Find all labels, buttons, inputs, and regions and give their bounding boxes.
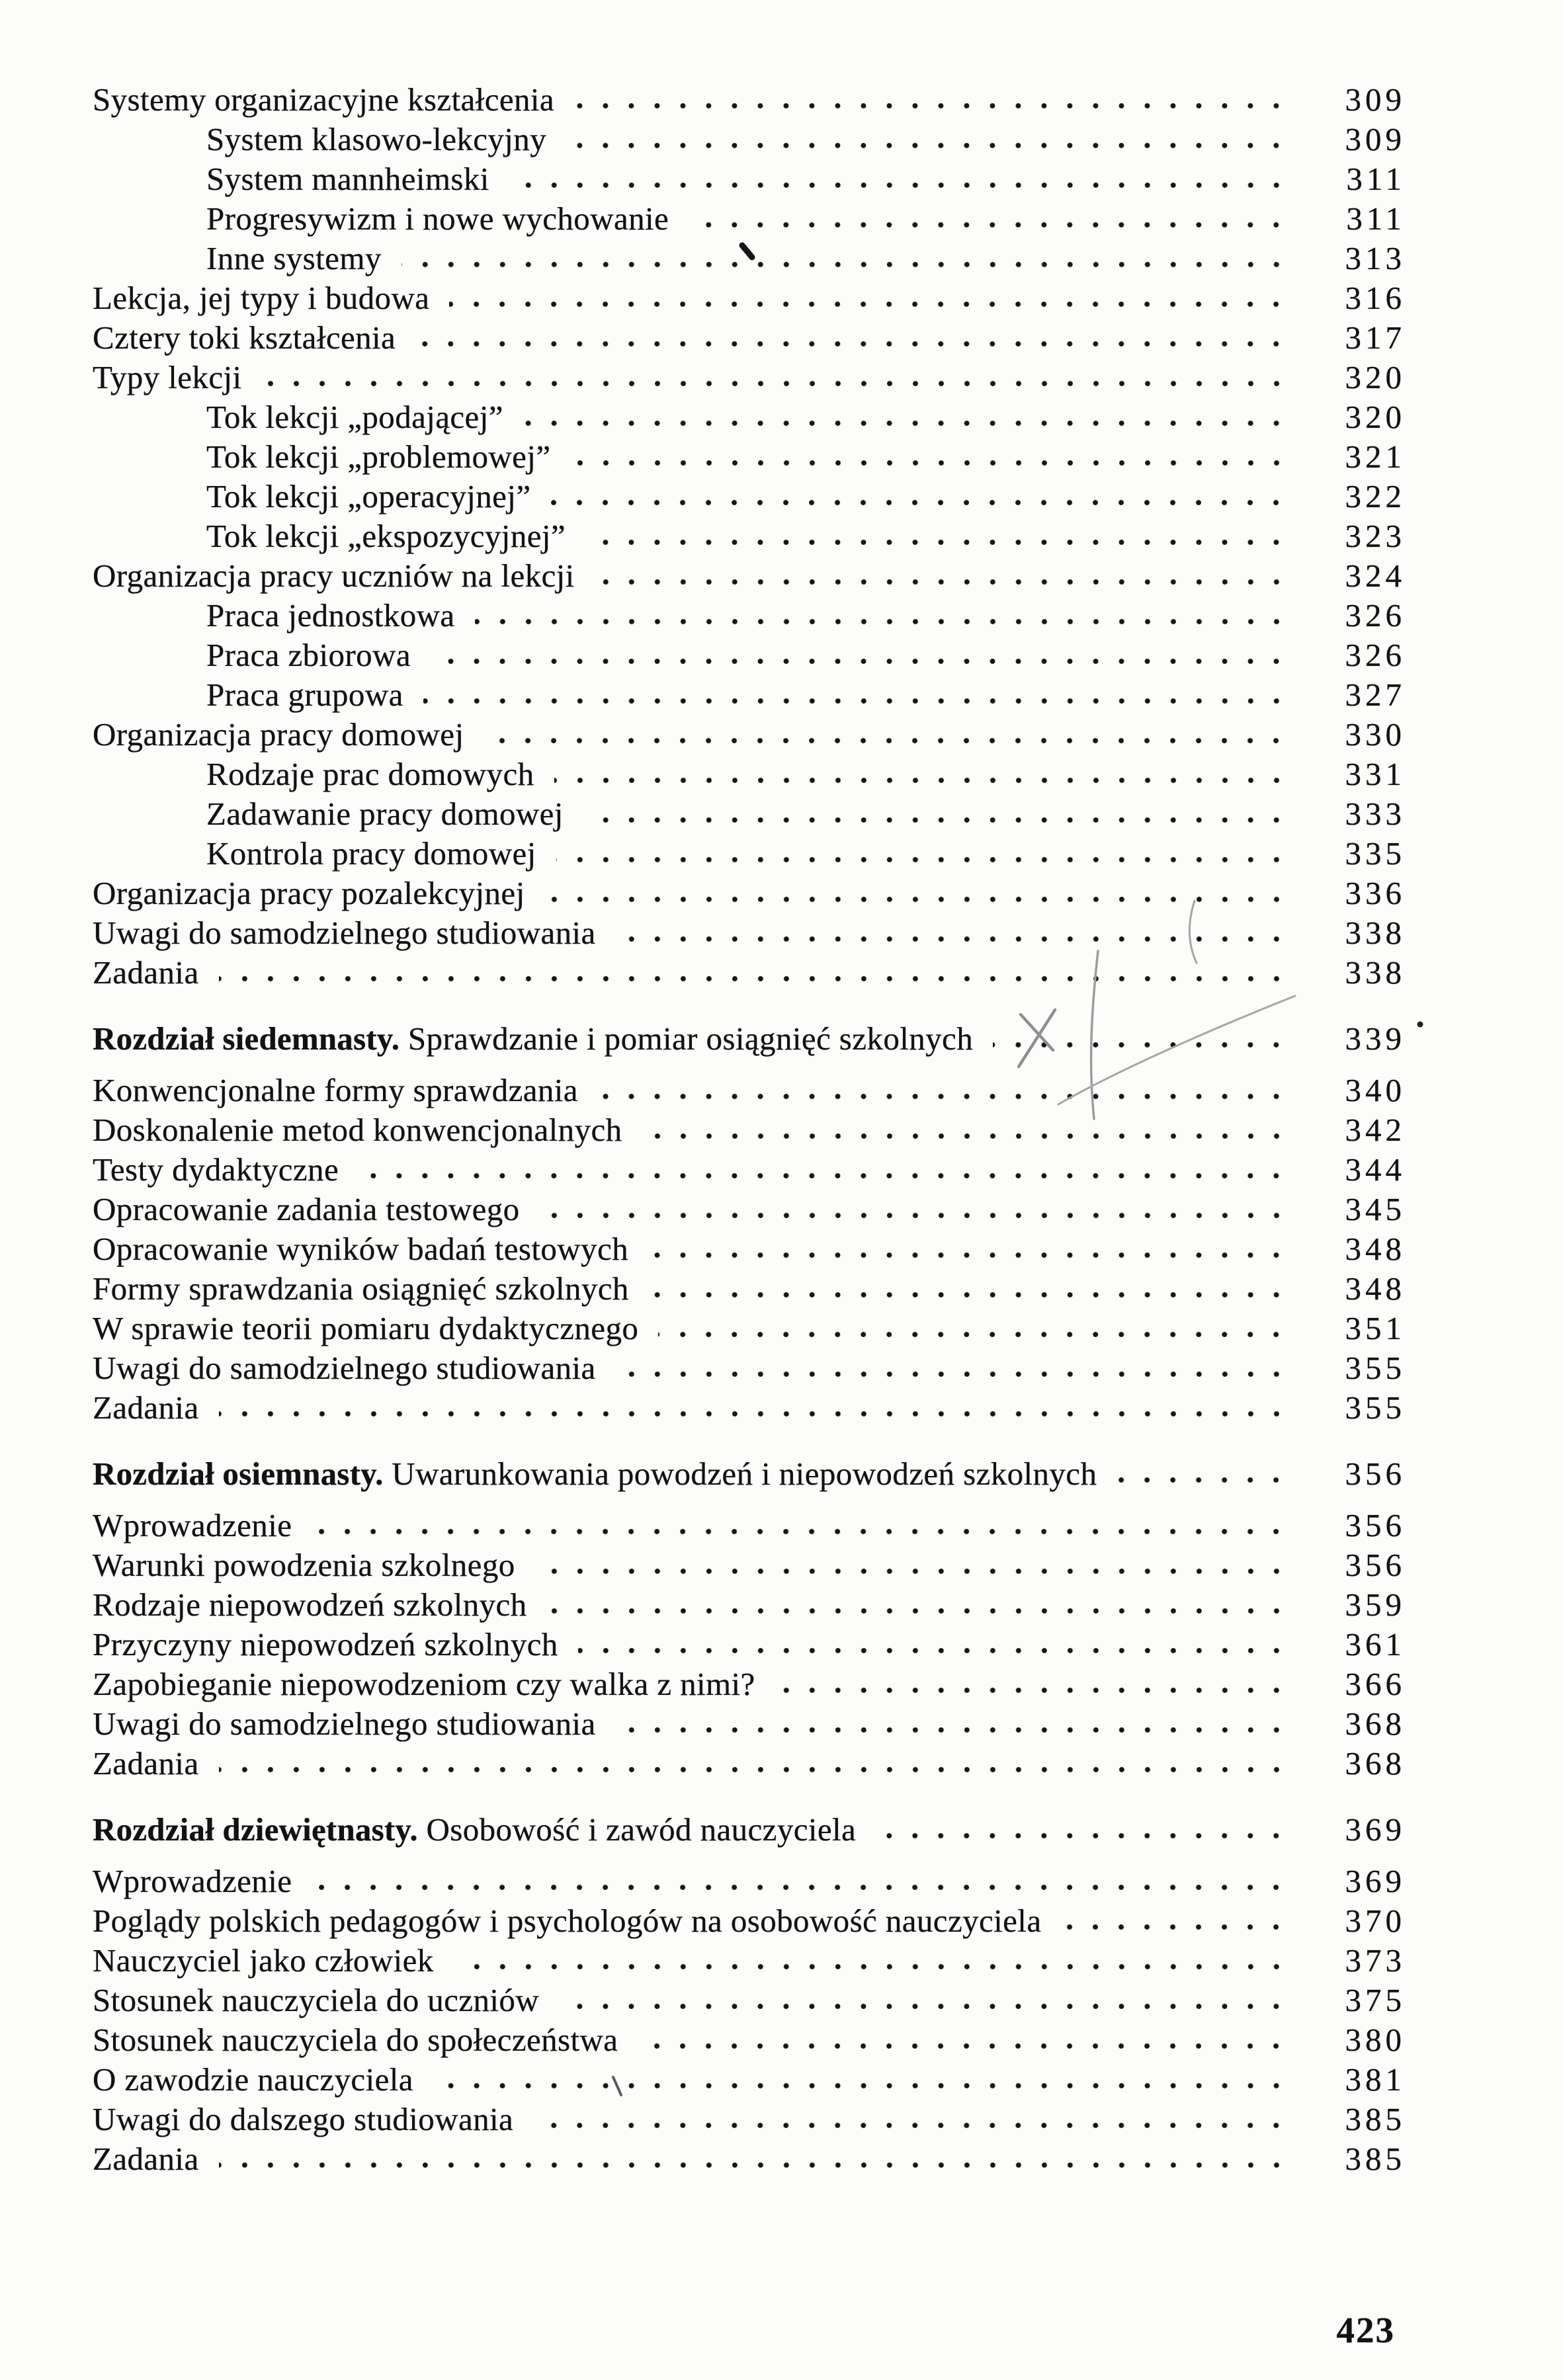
- toc-entry: [0, 1625, 1563, 1664]
- dot-leader: [219, 1409, 1289, 1419]
- dot-leader: [401, 259, 1289, 270]
- entry-label: [93, 1019, 973, 1059]
- entry-title-text: Tok lekcji „ekspozycyjnej”: [206, 518, 566, 554]
- entry-title-text: Wprowadzenie: [93, 1863, 292, 1899]
- dot-leader: [616, 934, 1289, 944]
- dot-leader: [523, 418, 1289, 429]
- entry-label: [93, 2020, 618, 2060]
- entry-title-text: Formy sprawdzania osiągnięć szkolnych: [93, 1270, 629, 1307]
- toc-entry: [0, 397, 1563, 437]
- entry-label: [93, 1348, 596, 1388]
- entry-page-number: 375: [1345, 1982, 1406, 2018]
- entry-page-number: 370: [1345, 1903, 1406, 1939]
- entry-label: [93, 80, 554, 120]
- dot-leader: [876, 1830, 1289, 1841]
- entry-title-text: Inne systemy: [206, 240, 382, 276]
- entry-label: [93, 1454, 1097, 1494]
- entry-label: [93, 358, 242, 397]
- entry-title-text: Organizacja pracy uczniów na lekcji: [93, 557, 575, 594]
- toc-entry: [0, 1810, 1563, 1850]
- entry-label: [93, 1506, 292, 1545]
- entry-page-number: 338: [1345, 915, 1406, 951]
- entry-page-number: 380: [1345, 2022, 1406, 2058]
- entry-page-number: 348: [1345, 1270, 1406, 1307]
- entry-label: [206, 437, 551, 477]
- entry-title-text: Organizacja pracy domowej: [93, 716, 464, 753]
- entry-title-text: System klasowo-lekcyjny: [206, 121, 547, 157]
- entry-page-number: 311: [1346, 161, 1406, 197]
- entry-page-number: 335: [1345, 835, 1406, 872]
- entry-page-number: 326: [1345, 637, 1406, 673]
- entry-label: [206, 675, 403, 715]
- dot-leader: [598, 1091, 1289, 1102]
- toc-entry: [0, 437, 1563, 477]
- entry-page-number: 317: [1345, 319, 1406, 356]
- entry-label: [206, 596, 455, 636]
- dot-leader: [616, 1369, 1289, 1379]
- entry-page-number: 355: [1345, 1350, 1406, 1386]
- entry-title-text: W sprawie teorii pomiaru dydaktycznego: [93, 1310, 639, 1346]
- entry-title-text: Sprawdzanie i pomiar osiągnięć szkolnych: [400, 1020, 974, 1057]
- entry-page-number: 330: [1345, 716, 1406, 753]
- entry-page-number: 373: [1345, 1942, 1406, 1979]
- entry-title-text: Doskonalenie metod konwencjonalnych: [93, 1112, 622, 1148]
- entry-page-number: 381: [1345, 2061, 1406, 2098]
- entry-label: [206, 636, 411, 675]
- entry-title-text: Osobowość i zawód nauczyciela: [417, 1811, 857, 1848]
- entry-title-text: Uwagi do samodzielnego studiowania: [93, 1705, 596, 1742]
- dot-leader: [578, 1645, 1289, 1656]
- entry-label: [93, 1585, 527, 1625]
- toc-entry: [0, 239, 1563, 278]
- entry-title-text: Rodzaje niepowodzeń szkolnych: [93, 1586, 527, 1623]
- entry-page-number: 369: [1345, 1811, 1406, 1848]
- entry-page-number: 316: [1345, 280, 1406, 316]
- entry-label: [206, 239, 382, 278]
- entry-page-number: 309: [1345, 121, 1406, 157]
- dot-leader: [415, 339, 1289, 349]
- entry-label: [93, 953, 199, 993]
- entry-title-text: Tok lekcji „podającej”: [206, 399, 503, 435]
- dot-leader: [449, 299, 1289, 309]
- entry-label: [93, 715, 464, 755]
- dot-leader: [1061, 1922, 1289, 1932]
- entry-title-text: Typy lekcji: [93, 359, 242, 395]
- entry-label: [206, 516, 566, 556]
- toc-entry: [0, 1862, 1563, 1901]
- entry-page-number: 385: [1345, 2141, 1406, 2177]
- toc-entry: [0, 913, 1563, 953]
- entry-page-number: 368: [1345, 1705, 1406, 1742]
- toc-entry: [0, 1150, 1563, 1190]
- dot-leader: [312, 1526, 1289, 1537]
- toc-entry: [0, 1744, 1563, 1784]
- dot-leader: [219, 973, 1289, 984]
- entry-label: [93, 1704, 596, 1744]
- entry-page-number: 340: [1345, 1072, 1406, 1108]
- entry-title-text: Systemy organizacyjne kształcenia: [93, 81, 555, 118]
- entry-label: [93, 2100, 513, 2139]
- entry-label: [93, 1071, 578, 1110]
- entry-page-number: 320: [1345, 359, 1406, 395]
- entry-title-text: Opracowanie wyników badań testowych: [93, 1231, 629, 1267]
- entry-page-number: 324: [1345, 557, 1406, 594]
- entry-page-number: 361: [1345, 1626, 1406, 1662]
- entry-label: [93, 2060, 413, 2100]
- toc-entry: [0, 1019, 1563, 1059]
- toc-entry: [0, 1981, 1563, 2020]
- toc-entry: [0, 2060, 1563, 2100]
- dot-leader: [509, 180, 1289, 190]
- entry-label: [206, 755, 534, 794]
- entry-page-number: 351: [1345, 1310, 1406, 1346]
- dot-leader: [550, 497, 1289, 508]
- entry-page-number: 355: [1345, 1389, 1406, 1426]
- entry-page-number: 331: [1345, 756, 1406, 792]
- entry-page-number: 356: [1345, 1507, 1406, 1543]
- toc-entry: [0, 1071, 1563, 1110]
- entry-label: [93, 556, 575, 596]
- entry-title-text: Testy dydaktyczne: [93, 1151, 339, 1188]
- toc-entry: [0, 477, 1563, 516]
- toc-entry: [0, 1190, 1563, 1229]
- entry-label: [93, 278, 429, 318]
- entry-label: [206, 794, 564, 834]
- entry-page-number: 326: [1345, 597, 1406, 634]
- entry-page-number: 342: [1345, 1112, 1406, 1148]
- toc-entry: [0, 358, 1563, 397]
- dot-leader: [556, 854, 1289, 865]
- dot-leader: [431, 656, 1289, 667]
- entry-title-text: Organizacja pracy pozalekcyjnej: [93, 875, 525, 911]
- dot-leader: [547, 1606, 1289, 1616]
- entry-title-text: Przyczyny niepowodzeń szkolnych: [93, 1626, 558, 1662]
- entry-label: [93, 1545, 515, 1585]
- entry-page-number: 344: [1345, 1151, 1406, 1188]
- entry-title-text: Lekcja, jej typy i budowa: [93, 280, 430, 316]
- dot-leader: [533, 2120, 1289, 2131]
- dot-leader: [595, 577, 1289, 587]
- toc-entry: [0, 1110, 1563, 1150]
- dot-leader: [638, 2041, 1289, 2051]
- entry-page-number: 321: [1345, 438, 1406, 475]
- chapter-prefix: Rozdział siedemnasty.: [93, 1020, 400, 1057]
- dot-leader: [559, 2001, 1289, 2012]
- toc-entry: [0, 2139, 1563, 2179]
- entry-page-number: 320: [1345, 399, 1406, 435]
- chapter-prefix: Rozdział osiemnasty.: [93, 1456, 384, 1492]
- entry-label: [93, 1981, 539, 2020]
- toc-entry: [0, 1704, 1563, 1744]
- entry-title-text: Zadania: [93, 1389, 199, 1426]
- entry-title-text: Opracowanie zadania testowego: [93, 1191, 520, 1227]
- entry-page-number: 356: [1345, 1456, 1406, 1492]
- toc-entry: [0, 953, 1563, 993]
- entry-title-text: Uwagi do samodzielnego studiowania: [93, 915, 596, 951]
- entry-title-text: Praca zbiorowa: [206, 637, 411, 673]
- toc-entry: [0, 1309, 1563, 1348]
- entry-page-number: 327: [1345, 677, 1406, 713]
- dot-leader: [648, 1250, 1289, 1260]
- entry-title-text: Progresywizm i nowe wychowanie: [206, 200, 669, 237]
- entry-title-text: O zawodzie nauczyciela: [93, 2061, 413, 2098]
- entry-title-text: Warunki powodzenia szkolnego: [93, 1547, 515, 1583]
- entry-title-text: Wprowadzenie: [93, 1507, 292, 1543]
- dot-leader: [433, 2080, 1289, 2091]
- entry-page-number: 368: [1345, 1745, 1406, 1782]
- toc-entry: [0, 834, 1563, 874]
- dot-leader: [571, 458, 1290, 468]
- entry-title-text: Tok lekcji „operacyjnej”: [206, 478, 531, 514]
- entry-title-text: Rodzaje prac domowych: [206, 756, 534, 792]
- dot-leader: [585, 537, 1289, 548]
- entry-label: [93, 2139, 199, 2179]
- toc-entry: [0, 1901, 1563, 1941]
- entry-title-text: Uwagi do dalszego studiowania: [93, 2101, 514, 2137]
- dot-leader: [219, 1764, 1289, 1775]
- entry-title-text: Praca grupowa: [206, 677, 403, 713]
- entry-title-text: Uwarunkowania powodzeń i niepowodzeń szkolnych: [383, 1456, 1097, 1492]
- dot-leader: [359, 1170, 1289, 1181]
- dot-leader: [484, 735, 1289, 746]
- entry-title-text: Zadawanie pracy domowej: [206, 796, 564, 832]
- toc-entry: [0, 675, 1563, 715]
- entry-label: [206, 199, 669, 239]
- entry-label: [206, 159, 489, 199]
- entry-label: [93, 1110, 622, 1150]
- entry-label: [206, 397, 503, 437]
- entry-label: [206, 477, 530, 516]
- dot-leader: [545, 894, 1289, 905]
- entry-label: [206, 834, 536, 874]
- entry-label: [93, 318, 396, 358]
- toc-entry: [0, 1229, 1563, 1269]
- toc-entry: [0, 318, 1563, 358]
- entry-label: [93, 1744, 199, 1784]
- toc-entry: [0, 1545, 1563, 1585]
- entry-title-text: Zadania: [93, 954, 199, 991]
- entry-title-text: Stosunek nauczyciela do uczniów: [93, 1982, 540, 2018]
- dot-leader: [566, 140, 1289, 151]
- toc-entry: [0, 278, 1563, 318]
- dot-leader: [219, 2160, 1289, 2170]
- toc-entry: [0, 1454, 1563, 1494]
- toc-entry: [0, 199, 1563, 239]
- dot-leader: [1117, 1475, 1289, 1485]
- entry-label: [93, 1941, 434, 1981]
- dot-leader: [583, 815, 1289, 825]
- entry-label: [93, 1269, 629, 1309]
- chapter-prefix: Rozdział dziewiętnasty.: [93, 1811, 418, 1848]
- entry-title-text: System mannheimski: [206, 161, 489, 197]
- dot-leader: [775, 1685, 1289, 1696]
- entry-title-text: Poglądy polskich pedagogów i psychologów na osobowość nauczyciela: [93, 1903, 1042, 1939]
- entry-page-number: 313: [1345, 240, 1406, 276]
- toc-entry: [0, 794, 1563, 834]
- dot-leader: [262, 378, 1290, 389]
- entry-page-number: 356: [1345, 1547, 1406, 1583]
- entry-label: [93, 1229, 628, 1269]
- entry-page-number: 385: [1345, 2101, 1406, 2137]
- dot-leader: [475, 616, 1289, 627]
- entry-label: [93, 1810, 856, 1850]
- entry-page-number: 311: [1346, 200, 1406, 237]
- entry-label: [93, 1309, 638, 1348]
- entry-page-number: 359: [1345, 1586, 1406, 1623]
- entry-title-text: Tok lekcji „problemowej”: [206, 438, 551, 475]
- entry-page-number: 309: [1345, 81, 1406, 118]
- toc-entry: [0, 874, 1563, 913]
- entry-title-text: Kontrola pracy domowej: [206, 835, 536, 872]
- toc-entry: [0, 596, 1563, 636]
- dot-leader: [423, 696, 1289, 706]
- entry-label: [93, 1625, 558, 1664]
- entry-page-number: 322: [1345, 478, 1406, 514]
- entry-title-text: Zadania: [93, 1745, 199, 1782]
- toc-entry: [0, 556, 1563, 596]
- entry-label: [93, 1150, 339, 1190]
- dot-leader: [574, 101, 1289, 111]
- entry-title-text: Zadania: [93, 2141, 199, 2177]
- entry-page-number: 339: [1345, 1020, 1406, 1057]
- entry-title-text: Praca jednostkowa: [206, 597, 455, 634]
- toc-entry: [0, 120, 1563, 159]
- dot-leader: [312, 1882, 1289, 1893]
- entry-page-number: 323: [1345, 518, 1406, 554]
- dot-leader: [454, 1961, 1289, 1972]
- folio-page-number: 423: [1336, 2310, 1395, 2350]
- entry-title-text: Cztery toki kształcenia: [93, 319, 396, 356]
- toc-entry: [0, 715, 1563, 755]
- entry-page-number: 348: [1345, 1231, 1406, 1267]
- toc-entry: [0, 1941, 1563, 1981]
- toc-entry: [0, 1269, 1563, 1309]
- entry-page-number: 345: [1345, 1191, 1406, 1227]
- entry-label: [93, 1901, 1041, 1941]
- entry-title-text: Konwencjonalne formy sprawdzania: [93, 1072, 578, 1108]
- entry-label: [206, 120, 546, 159]
- toc-entry: [0, 1585, 1563, 1625]
- entry-page-number: 333: [1345, 796, 1406, 832]
- toc-entry: [0, 1664, 1563, 1704]
- dot-leader: [642, 1131, 1289, 1141]
- entry-page-number: 336: [1345, 875, 1406, 911]
- toc-entry: [0, 1348, 1563, 1388]
- entry-label: [93, 913, 596, 953]
- toc-entry: [0, 159, 1563, 199]
- toc-entry: [0, 755, 1563, 794]
- entry-title-text: Stosunek nauczyciela do społeczeństwa: [93, 2022, 618, 2058]
- toc-entry: [0, 1388, 1563, 1428]
- dot-leader: [616, 1725, 1289, 1735]
- entry-page-number: 338: [1345, 954, 1406, 991]
- entry-label: [93, 1664, 755, 1704]
- toc-entry: [0, 1506, 1563, 1545]
- toc-list: [0, 80, 1563, 2179]
- toc-entry: [0, 636, 1563, 675]
- toc-entry: [0, 2100, 1563, 2139]
- entry-page-number: 369: [1345, 1863, 1406, 1899]
- toc-entry: [0, 2020, 1563, 2060]
- entry-label: [93, 1388, 199, 1428]
- entry-title-text: Zapobieganie niepowodzeniom czy walka z nimi?: [93, 1666, 755, 1702]
- entry-label: [93, 1190, 520, 1229]
- dot-leader: [535, 1566, 1289, 1577]
- dot-leader: [658, 1329, 1289, 1340]
- toc-entry: [0, 80, 1563, 120]
- dot-leader: [554, 775, 1289, 786]
- entry-title-text: Nauczyciel jako człowiek: [93, 1942, 434, 1979]
- dot-leader: [993, 1040, 1289, 1050]
- toc-entry: [0, 516, 1563, 556]
- entry-title-text: Uwagi do samodzielnego studiowania: [93, 1350, 596, 1386]
- dot-leader: [689, 220, 1289, 230]
- entry-label: [93, 1862, 292, 1901]
- entry-label: [93, 874, 525, 913]
- dot-leader: [540, 1210, 1289, 1221]
- entry-page-number: 366: [1345, 1666, 1406, 1702]
- dot-leader: [649, 1290, 1289, 1300]
